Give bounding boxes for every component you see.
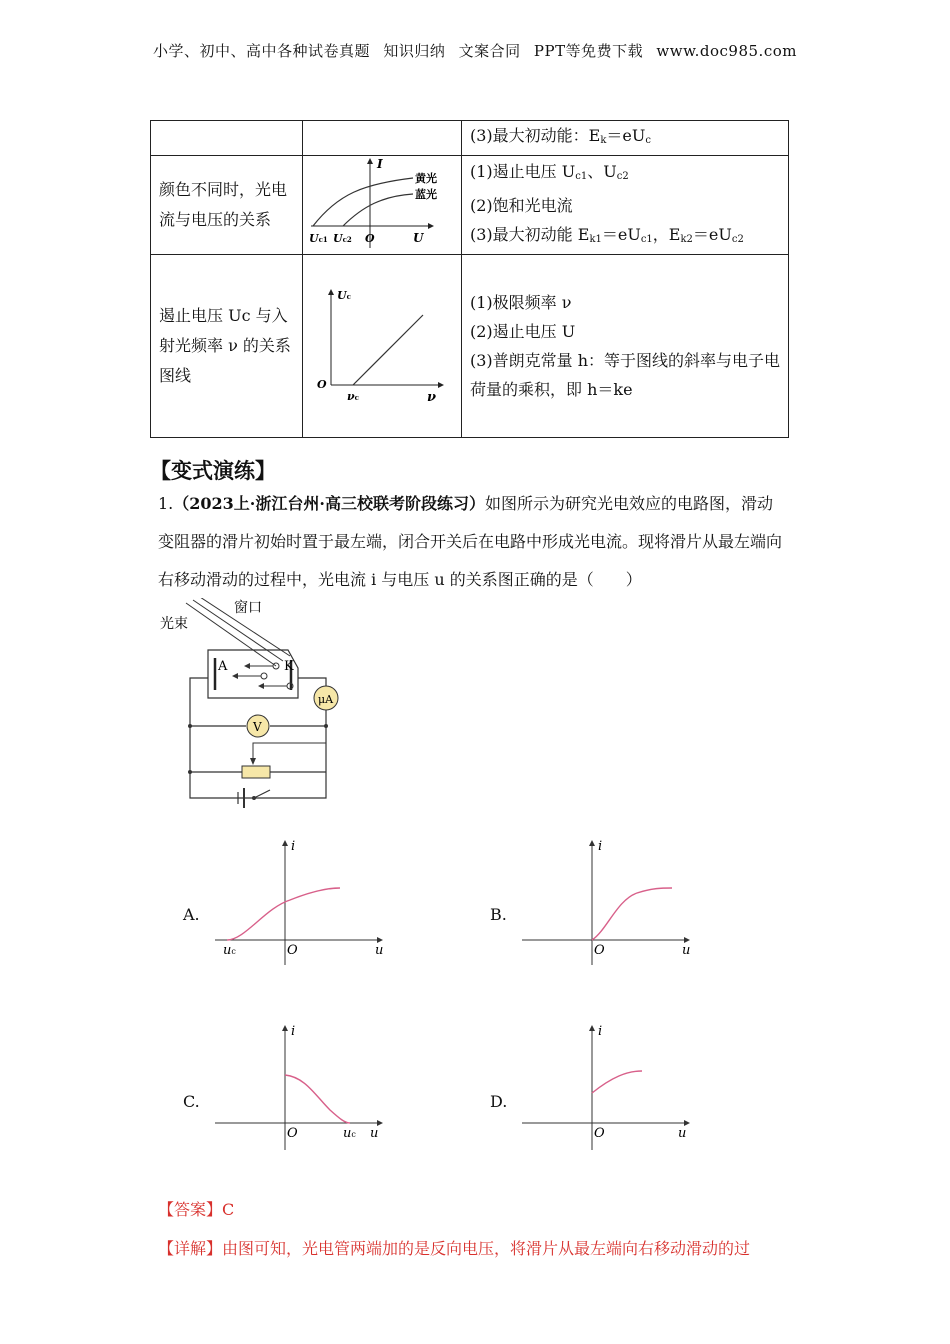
graph-cell	[303, 156, 462, 255]
header-text: 文案合同	[458, 42, 521, 60]
y-axis-arrow	[367, 158, 373, 164]
svg-text:u: u	[370, 1126, 379, 1141]
graph-label: νc	[347, 390, 359, 403]
header-text: 小学、初中、高中各种试卷真题	[153, 42, 371, 60]
option-c-label[interactable]: C.	[183, 1092, 200, 1111]
table-cell: (3)最大初动能：$E_k=eU_c$	[462, 121, 789, 156]
header-url[interactable]: www.doc985.com	[656, 42, 797, 60]
rheostat	[242, 766, 270, 778]
table-row	[151, 156, 789, 255]
option-c-graph[interactable]	[205, 1015, 405, 1155]
svg-text:uc: uc	[223, 943, 236, 958]
yellow-curve	[313, 178, 413, 226]
circuit-diagram	[158, 598, 358, 808]
svg-text:u: u	[375, 943, 384, 958]
table-cell: 遏止电压 Uc 与入射光频率 ν 的关系图线	[151, 255, 303, 438]
graph-label: ν	[427, 390, 437, 405]
option-a-graph[interactable]	[205, 830, 405, 970]
svg-text:O: O	[287, 943, 298, 958]
option-d-label[interactable]: D.	[490, 1092, 508, 1111]
curve	[285, 1075, 350, 1123]
cathode-label: K	[284, 659, 294, 674]
knowledge-table	[150, 120, 789, 438]
table-row	[151, 255, 789, 438]
svg-text:u: u	[682, 943, 691, 958]
blue-curve	[343, 194, 413, 226]
curve	[592, 1071, 642, 1093]
table-cell: (1)遏止电压 $U_{c1}$、$U_{c2}$ (2)饱和光电流 (3)最大初动能 $E_{k1}=eU_{c1}$，$E_{k2}=eU_{c2}$	[462, 156, 789, 255]
graph-label: U	[413, 231, 424, 245]
uc-line	[353, 315, 423, 385]
table-row	[151, 121, 789, 156]
x-axis-arrow	[428, 223, 434, 229]
svg-text:i: i	[291, 1024, 296, 1039]
beam-label: 光束	[160, 616, 188, 632]
section-title: 【变式演练】	[150, 458, 276, 483]
svg-text:O: O	[594, 1126, 605, 1141]
detail: 【详解】由图可知，光电管两端加的是反向电压，将滑片从最左端向右移动滑动的过	[158, 1239, 751, 1258]
table-cell: 颜色不同时，光电流与电压的关系	[151, 156, 303, 255]
option-b-label[interactable]: B.	[490, 905, 507, 924]
slider-arrow	[250, 758, 256, 765]
graph-cell	[303, 255, 462, 438]
graph-label: 蓝光	[415, 188, 437, 201]
graph-label: O	[317, 378, 327, 391]
svg-text:i: i	[598, 839, 603, 854]
svg-text:i: i	[598, 1024, 603, 1039]
curve	[592, 888, 672, 940]
beam-line	[186, 603, 276, 666]
uc-nu-graph	[303, 255, 461, 433]
anode-label: A	[218, 659, 228, 674]
graph-label: O	[365, 232, 375, 245]
phototube	[208, 650, 298, 698]
option-b-graph[interactable]	[512, 830, 712, 970]
question-text: 1.（2023上·浙江台州·高三校联考阶段练习）如图所示为研究光电效应的电路图，滑动变阻器的滑片初始时置于最左端，闭合开关后在电路中形成光电流。现将滑片从最左端向右移动滑动的过程中，光电流 i 与电压 u 的关系图正确的是（ ）	[158, 494, 783, 589]
voltmeter-label: V	[253, 720, 262, 734]
curve	[227, 888, 340, 940]
microammeter-label: μA	[318, 693, 334, 706]
svg-text:O: O	[287, 1126, 298, 1141]
svg-text:O: O	[594, 943, 605, 958]
svg-text:u: u	[678, 1126, 687, 1141]
header-text: PPT等免费下载	[533, 42, 644, 60]
circuit-wire	[298, 678, 326, 686]
svg-text:uc: uc	[343, 1126, 356, 1141]
iu-color-graph	[303, 156, 461, 250]
header-text: 知识归纳	[383, 42, 446, 60]
svg-text:i: i	[291, 839, 296, 854]
graph-label: Uc1	[309, 232, 328, 245]
y-axis-arrow	[328, 289, 334, 295]
graph-label: 黄光	[415, 172, 437, 185]
option-d-graph[interactable]	[512, 1015, 712, 1155]
circuit-wire	[190, 678, 326, 798]
window-label: 窗口	[234, 600, 262, 616]
option-a-label[interactable]: A.	[183, 905, 200, 924]
answer: 【答案】C	[158, 1200, 235, 1219]
graph-label: Uc2	[333, 232, 352, 245]
graph-label: Uc	[337, 289, 351, 302]
page-header	[0, 40, 950, 61]
x-axis-arrow	[438, 382, 444, 388]
switch	[254, 790, 270, 798]
table-cell: (1)极限频率 ν (2)遏止电压 U (3)普朗克常量 h：等于图线的斜率与电子电荷量的乘积，即 h＝ke	[462, 255, 789, 438]
graph-label: I	[377, 157, 383, 171]
